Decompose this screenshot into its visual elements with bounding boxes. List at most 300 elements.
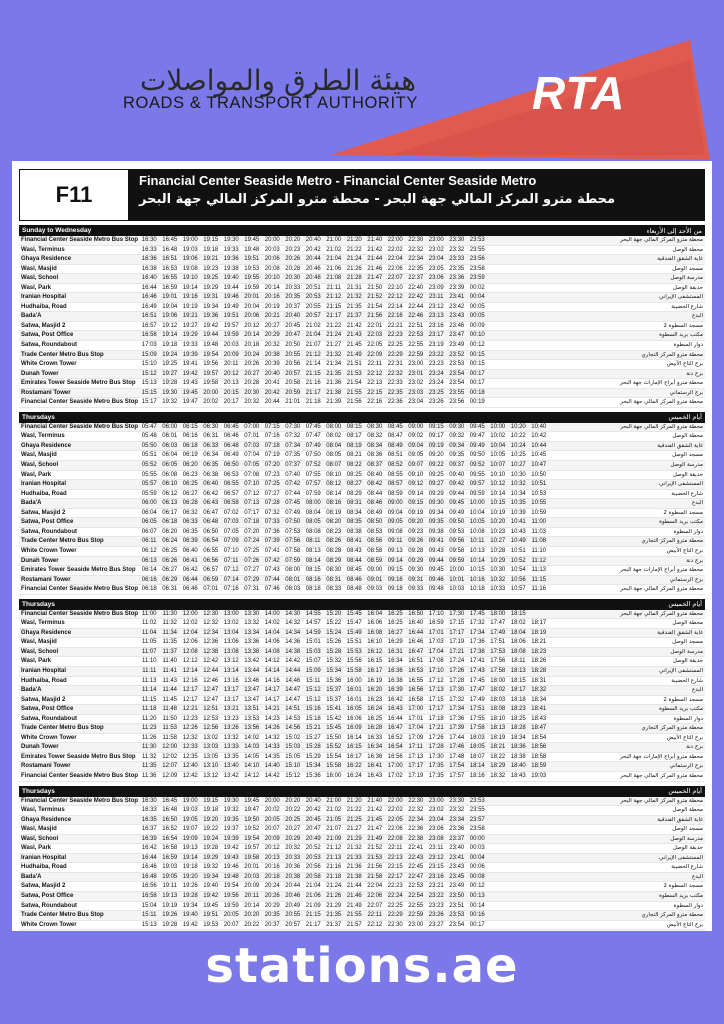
departure-time: 20:28: [244, 380, 260, 387]
departure-time: 20:24: [244, 351, 260, 358]
stop-name-arabic: برج الرستماني: [669, 389, 703, 396]
departure-time: 23:01: [408, 370, 424, 377]
departure-time: 22:25: [387, 902, 403, 909]
stop-name-arabic: مسجد الوصل: [672, 639, 703, 646]
departure-time: 21:55: [346, 912, 362, 919]
departure-time: 12:02: [182, 620, 198, 627]
departure-time: 19:14: [182, 854, 198, 861]
departure-time: 16:01: [346, 687, 362, 694]
departure-time: 19:35: [223, 816, 239, 823]
table-row: [19, 911, 705, 921]
departure-time: 18:59: [531, 763, 547, 770]
departure-time: 20:41: [264, 380, 280, 387]
departure-time: 08:57: [387, 481, 403, 488]
departure-time: 17:36: [469, 639, 485, 646]
departure-time: 22:34: [408, 256, 424, 263]
departure-time: 20:12: [244, 322, 260, 329]
table-row: [19, 696, 705, 706]
stop-name-english: Financial Center Seaside Metro Bus Stop: [21, 237, 139, 243]
departure-time: 10:45: [531, 452, 547, 459]
departure-time: 09:17: [428, 433, 444, 440]
departure-time: 21:12: [326, 845, 342, 852]
departure-time: 20:17: [223, 399, 239, 406]
stop-name-arabic: دوار السطوة: [673, 902, 703, 909]
departure-times: [139, 490, 611, 499]
departure-time: 10:05: [490, 452, 506, 459]
departure-time: 15:13: [141, 921, 157, 928]
departure-time: 10:28: [490, 547, 506, 554]
table-row: [19, 686, 705, 696]
departure-time: 21:42: [367, 246, 383, 253]
section-day-arabic: أيام الخميس: [668, 413, 702, 422]
departure-time: 09:48: [428, 586, 444, 593]
departure-time: 07:59: [305, 490, 321, 497]
departure-time: 11:43: [162, 677, 178, 684]
departure-time: 13:53: [244, 715, 260, 722]
departure-time: 21:35: [346, 303, 362, 310]
stop-name-arabic: برج التاج الأبيض: [666, 547, 703, 554]
departure-time: 19:11: [162, 883, 178, 890]
departure-time: 08:13: [305, 547, 321, 554]
departure-time: 20:40: [305, 797, 321, 804]
table-row: [19, 490, 705, 500]
departure-time: 15:11: [141, 912, 157, 919]
departure-time: 09:35: [428, 519, 444, 526]
departure-time: 23:21: [428, 883, 444, 890]
departure-time: [139, 930, 160, 931]
departure-time: 19:42: [182, 370, 198, 377]
departure-time: 18:02: [490, 687, 506, 694]
departure-time: 06:05: [162, 462, 178, 469]
departure-time: 10:27: [490, 538, 506, 545]
table-row: [19, 274, 705, 284]
departure-time: 19:45: [182, 389, 198, 396]
departure-time: 21:44: [346, 883, 362, 890]
departure-time: [242, 930, 263, 931]
departure-time: 17:17: [449, 629, 465, 636]
departure-time: 06:48: [203, 519, 219, 526]
departure-time: 14:34: [285, 629, 301, 636]
stop-name-arabic: محطة الوصل: [672, 246, 703, 253]
departure-time: 14:55: [305, 610, 321, 617]
stop-name-english: Bada'A: [21, 313, 42, 320]
departure-time: 23:37: [449, 835, 465, 842]
departure-time: 07:15: [264, 423, 280, 430]
stop-name-english: Wasl, Park: [21, 471, 52, 478]
departure-time: 23:11: [428, 845, 444, 852]
section-header: [19, 225, 705, 236]
departure-times: [139, 246, 611, 255]
departure-time: 22:14: [387, 303, 403, 310]
stop-name-english: Ghaya Residence: [21, 256, 72, 263]
stop-name-arabic: محطة مترو المركز المالي جهة البحر: [620, 610, 703, 617]
departure-time: 07:08: [244, 471, 260, 478]
section-header: [19, 599, 705, 610]
departure-time: 10:35: [510, 500, 526, 507]
departure-time: 10:51: [510, 547, 526, 554]
departure-time: 22:29: [387, 912, 403, 919]
departure-time: 20:03: [223, 342, 239, 349]
departure-time: 06:40: [203, 481, 219, 488]
table-row: [19, 629, 705, 639]
departure-time: 18:34: [531, 696, 547, 703]
table-row: [19, 379, 705, 389]
table-row: [19, 715, 705, 725]
departure-time: 20:47: [285, 332, 301, 339]
departure-time: 23:02: [428, 807, 444, 814]
departure-time: 15:42: [326, 715, 342, 722]
departure-times: [139, 715, 611, 724]
departure-time: 06:13: [162, 500, 178, 507]
departure-time: 23:24: [428, 370, 444, 377]
departure-time: 13:46: [244, 677, 260, 684]
departure-time: 09:42: [449, 481, 465, 488]
departure-time: 06:38: [203, 471, 219, 478]
stop-name-english: Satwa, Masjid 2: [21, 509, 66, 516]
departure-time: 19:21: [182, 313, 198, 320]
table-row: [19, 461, 705, 471]
stop-name-english: Financial Center Seaside Metro Bus Stop: [21, 586, 139, 593]
stop-name-english: Ghaya Residence: [21, 629, 72, 636]
departure-time: 16:36: [367, 753, 383, 760]
departure-time: 21:49: [346, 351, 362, 358]
departure-time: 16:40: [141, 275, 157, 282]
departure-time: 19:40: [223, 275, 239, 282]
departure-time: 16:38: [387, 677, 403, 684]
stop-name-english: Trade Center Metro Bus Stop: [21, 538, 104, 545]
departure-times: [139, 461, 611, 470]
stop-name-arabic: محطة مترو أبراج الإمارات جهة البحر: [619, 380, 703, 387]
departure-time: 20:20: [285, 797, 301, 804]
departure-time: 15:13: [141, 380, 157, 387]
stop-name-arabic: مكتب بريد السطوة: [659, 519, 703, 526]
departure-time: 19:07: [182, 826, 198, 833]
stop-name-arabic: برج التاج الأبيض: [666, 921, 703, 928]
departure-time: 18:28: [531, 667, 547, 674]
departure-time: 18:47: [531, 725, 547, 732]
departure-time: 09:15: [387, 567, 403, 574]
departure-time: 12:02: [162, 753, 178, 760]
departure-time: 11:30: [162, 610, 178, 617]
departure-time: 17:53: [490, 648, 506, 655]
departure-time: [160, 930, 181, 931]
departure-time: 16:48: [141, 873, 157, 880]
departure-time: 11:08: [531, 538, 547, 545]
stop-name-arabic: غاية الشقق الفندقية: [657, 816, 703, 823]
departure-time: 20:05: [264, 816, 280, 823]
departure-time: 09:02: [408, 433, 424, 440]
departure-time: 06:15: [182, 423, 198, 430]
departure-time: 22:47: [408, 873, 424, 880]
table-row: [19, 873, 705, 883]
departure-time: 06:40: [182, 547, 198, 554]
departure-times: [139, 882, 611, 891]
departure-time: 15:16: [305, 706, 321, 713]
departure-time: 09:14: [387, 557, 403, 564]
departure-time: 16:49: [141, 303, 157, 310]
departure-time: 16:48: [162, 807, 178, 814]
departure-time: 14:03: [244, 744, 260, 751]
departure-time: 18:25: [510, 715, 526, 722]
departure-time: 21:17: [326, 313, 342, 320]
departure-time: 16:43: [367, 772, 383, 779]
departure-time: 19:24: [203, 835, 219, 842]
departure-time: 10:34: [510, 490, 526, 497]
departure-time: 19:23: [203, 265, 219, 272]
departure-time: 06:00: [141, 500, 157, 507]
table-row: [19, 677, 705, 687]
departure-time: 08:46: [346, 576, 362, 583]
departure-time: 05:48: [141, 433, 157, 440]
departure-time: 16:37: [141, 826, 157, 833]
departure-time: 21:29: [346, 835, 362, 842]
departure-time: 06:55: [223, 481, 239, 488]
departure-time: 20:42: [264, 389, 280, 396]
departure-time: 10:54: [510, 567, 526, 574]
departure-time: 15:27: [305, 734, 321, 741]
departure-time: 20:55: [285, 912, 301, 919]
departure-time: 08:49: [387, 442, 403, 449]
departure-time: 17:30: [449, 610, 465, 617]
departure-time: 16:15: [367, 658, 383, 665]
table-row: [19, 863, 705, 873]
departure-time: 18:06: [510, 639, 526, 646]
departure-times: [139, 547, 611, 556]
departure-time: 11:15: [531, 576, 547, 583]
departure-time: 11:03: [531, 528, 547, 535]
departure-time: 06:33: [203, 442, 219, 449]
departure-time: 06:04: [162, 452, 178, 459]
departure-time: 19:27: [162, 370, 178, 377]
departure-time: 19:39: [223, 835, 239, 842]
departure-time: 09:44: [449, 490, 465, 497]
departure-time: 07:41: [264, 547, 280, 554]
departure-time: 22:46: [408, 313, 424, 320]
departure-time: 22:36: [408, 826, 424, 833]
departure-time: 14:30: [285, 610, 301, 617]
departure-time: 08:26: [326, 538, 342, 545]
departure-time: 19:13: [182, 845, 198, 852]
departure-time: 22:15: [367, 389, 383, 396]
departure-time: 17:48: [449, 753, 465, 760]
departure-time: 07:49: [305, 442, 321, 449]
departure-time: 11:04: [141, 629, 157, 636]
departure-time: 07:34: [285, 442, 301, 449]
departure-time: 14:38: [285, 648, 301, 655]
stop-name-arabic: حديقة الوصل: [672, 658, 703, 665]
departure-time: 07:31: [244, 586, 260, 593]
departure-time: 19:18: [203, 807, 219, 814]
departure-time: 05:52: [141, 462, 157, 469]
departure-time: 22:07: [387, 275, 403, 282]
departure-time: 07:57: [305, 481, 321, 488]
departure-time: 08:18: [305, 586, 321, 593]
departure-time: 09:05: [408, 452, 424, 459]
departure-time: 12:14: [182, 667, 198, 674]
stop-name-english: Trade Center Metro Bus Stop: [21, 351, 104, 358]
departure-time: 21:45: [367, 816, 383, 823]
departure-time: 15:03: [285, 744, 301, 751]
departure-time: 21:08: [326, 275, 342, 282]
departure-time: 07:55: [305, 471, 321, 478]
departure-time: 20:48: [305, 275, 321, 282]
departure-time: 18:43: [510, 772, 526, 779]
departure-times: [139, 686, 611, 695]
section-day-arabic: أيام الخميس: [668, 787, 702, 796]
departure-time: 00:15: [469, 361, 485, 368]
departure-time: 10:29: [490, 557, 506, 564]
departure-time: 06:25: [162, 547, 178, 554]
departure-time: 23:06: [428, 826, 444, 833]
departure-time: 19:28: [162, 921, 178, 928]
stop-name-english: Ghaya Residence: [21, 442, 72, 449]
departure-time: 16:15: [346, 744, 362, 751]
departure-time: 17:17: [428, 706, 444, 713]
departure-time: 16:14: [346, 734, 362, 741]
departure-time: 06:18: [182, 442, 198, 449]
stop-name-english: Wasl, Masjid: [21, 452, 57, 459]
departure-times: [139, 902, 611, 911]
stop-name-english: Hudhaiba, Road: [21, 490, 67, 497]
departure-time: 08:36: [367, 452, 383, 459]
departure-time: 22:04: [367, 883, 383, 890]
departure-time: 17:51: [490, 639, 506, 646]
departure-time: 19:42: [223, 845, 239, 852]
departure-time: 17:04: [428, 648, 444, 655]
stop-name-english: Satwa, Roundabout: [21, 342, 77, 349]
departure-time: 08:34: [346, 509, 362, 516]
departure-times: [139, 528, 611, 537]
departure-time: 16:38: [141, 265, 157, 272]
departure-time: 21:40: [367, 797, 383, 804]
departure-time: 00:19: [469, 399, 485, 406]
stop-name-english: Hudhaiba, Road: [21, 864, 67, 871]
departure-time: 10:49: [510, 538, 526, 545]
departure-time: 17:47: [490, 620, 506, 627]
departure-time: 14:47: [285, 687, 301, 694]
departure-time: 23:41: [449, 854, 465, 861]
departure-time: 08:14: [326, 490, 342, 497]
departure-times: [139, 370, 611, 379]
departure-time: 07:27: [244, 567, 260, 574]
departure-time: 21:26: [346, 265, 362, 272]
departure-time: 10:27: [510, 462, 526, 469]
departure-time: 23:15: [428, 864, 444, 871]
departure-time: 13:32: [244, 620, 260, 627]
departure-time: [426, 930, 447, 931]
departure-time: 09:45: [469, 423, 485, 430]
departure-time: 12:42: [203, 658, 219, 665]
departure-time: 10:32: [510, 481, 526, 488]
departure-time: 16:39: [387, 687, 403, 694]
departure-time: 00:16: [469, 912, 485, 919]
departure-time: 21:57: [346, 921, 362, 928]
departure-time: 17:30: [428, 753, 444, 760]
departure-time: 16:00: [346, 677, 362, 684]
departure-time: 21:46: [367, 265, 383, 272]
departure-time: 09:27: [428, 481, 444, 488]
stop-name-arabic: محطة مترو المركز التجاري: [641, 351, 703, 358]
departure-time: 13:40: [223, 763, 239, 770]
stop-name-arabic: محطة الوصل: [672, 433, 703, 440]
departure-time: 11:44: [162, 687, 178, 694]
departure-time: 20:44: [285, 883, 301, 890]
table-row: [19, 370, 705, 380]
departure-time: 07:16: [264, 433, 280, 440]
departure-time: 07:25: [244, 547, 260, 554]
departure-time: 06:56: [203, 557, 219, 564]
departure-time: 19:41: [182, 361, 198, 368]
departure-time: 20:56: [285, 361, 301, 368]
stop-name-arabic: مكتب بريد السطوة: [659, 893, 703, 899]
departure-time: 15:36: [305, 772, 321, 779]
departure-time: 21:35: [326, 370, 342, 377]
departure-time: 16:48: [162, 246, 178, 253]
departure-time: 10:12: [490, 481, 506, 488]
departure-times: [139, 423, 611, 432]
departure-time: 14:12: [264, 658, 280, 665]
departure-time: 16:56: [408, 687, 424, 694]
departure-time: 00:09: [469, 322, 485, 329]
departure-time: 14:05: [244, 753, 260, 760]
departure-time: 20:42: [305, 807, 321, 814]
departure-time: 23:03: [408, 389, 424, 396]
departure-time: 10:30: [510, 471, 526, 478]
departure-time: 16:58: [408, 696, 424, 703]
departure-time: 08:07: [326, 462, 342, 469]
departure-time: 08:33: [326, 586, 342, 593]
departure-time: 13:00: [223, 610, 239, 617]
departure-time: 18:22: [490, 753, 506, 760]
departure-time: 19:37: [223, 826, 239, 833]
stop-name-arabic: [611, 930, 705, 931]
departure-time: 06:48: [223, 442, 239, 449]
stop-name-arabic: برج الرستماني: [669, 763, 703, 770]
departure-time: 17:32: [469, 620, 485, 627]
departure-time: 07:42: [285, 481, 301, 488]
departure-time: 17:49: [490, 629, 506, 636]
departure-time: 19:45: [244, 797, 260, 804]
departure-time: 20:44: [264, 399, 280, 406]
stop-name-arabic: المستشفى الإيراني: [659, 481, 703, 488]
departure-time: 21:32: [326, 351, 342, 358]
departure-time: 23:49: [449, 883, 465, 890]
departure-time: 16:59: [162, 284, 178, 291]
departure-time: 22:59: [408, 351, 424, 358]
departure-time: 16:34: [367, 744, 383, 751]
departure-time: 22:12: [367, 370, 383, 377]
departure-time: 06:33: [182, 519, 198, 526]
departure-time: 20:36: [285, 864, 301, 871]
table-row: [19, 844, 705, 854]
departure-time: 14:36: [285, 639, 301, 646]
stop-name-arabic: محطة مترو المركز المالي جهة البحر: [620, 586, 703, 593]
departure-time: 23:09: [428, 284, 444, 291]
departure-time: 20:22: [285, 807, 301, 814]
stop-name-arabic: مسجد الوصل: [672, 826, 703, 833]
table-row: [19, 398, 705, 408]
departure-time: 17:58: [469, 725, 485, 732]
schedule-section: [19, 412, 705, 595]
departure-time: 17:11: [408, 744, 424, 751]
departure-time: 10:18: [469, 586, 485, 593]
departure-time: 18:13: [490, 725, 506, 732]
stop-name-english: Wasl, School: [21, 275, 59, 282]
departure-times: [139, 772, 611, 781]
departure-time: 09:00: [408, 423, 424, 430]
departure-time: 06:23: [182, 471, 198, 478]
stop-name-arabic: غاية الشقق الفندقية: [657, 629, 703, 636]
